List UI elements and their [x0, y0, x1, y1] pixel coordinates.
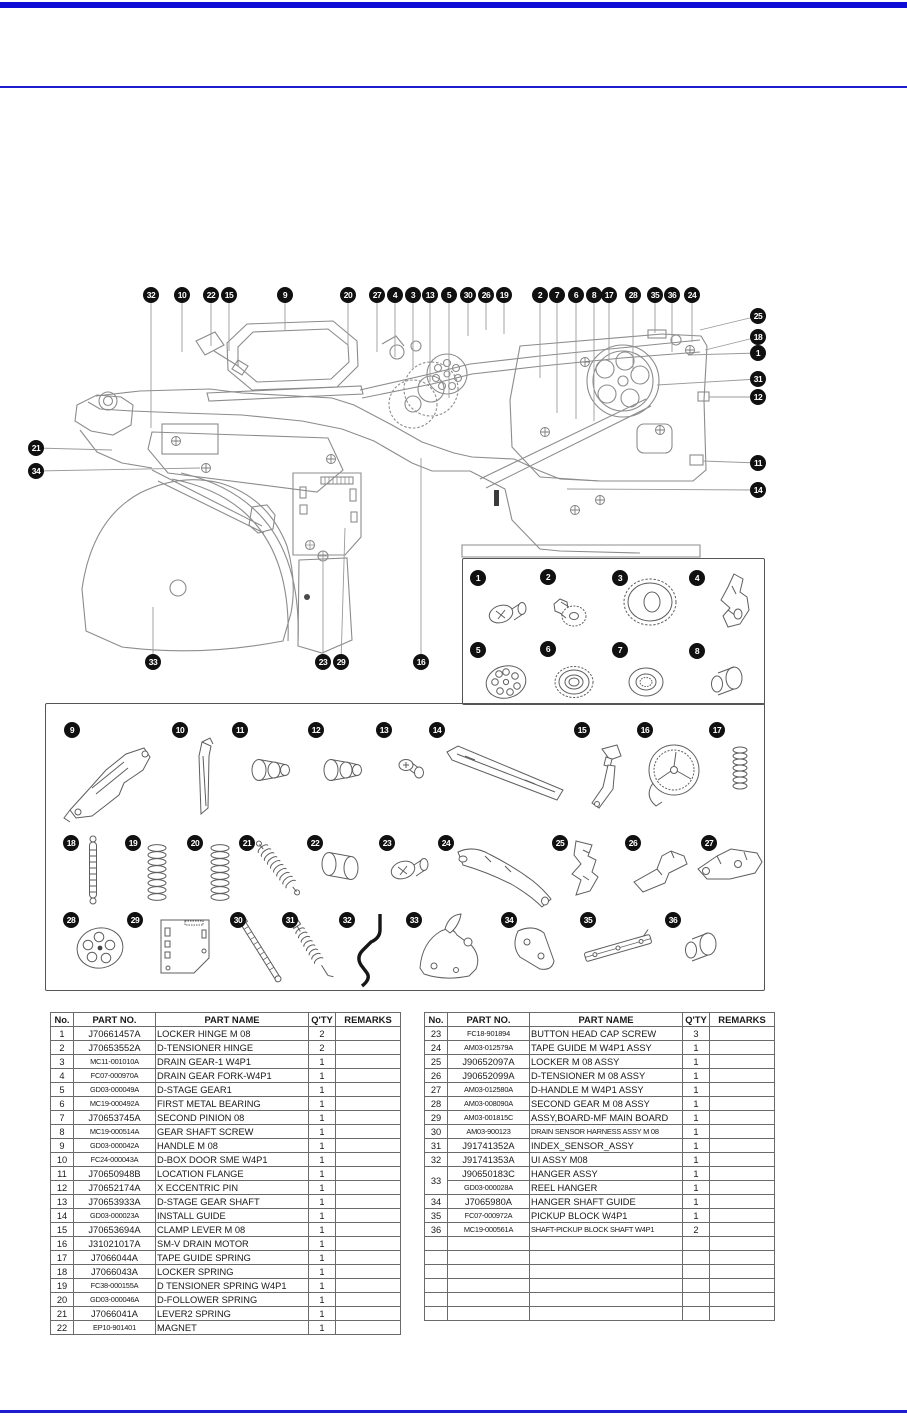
- cell-no: 26: [425, 1069, 448, 1083]
- part-balloon-5: 5: [470, 642, 486, 658]
- cell-qty: 1: [683, 1069, 710, 1083]
- cell-part-name: SECOND PINION 08: [156, 1111, 309, 1125]
- callout-balloon-23: 23: [315, 654, 331, 670]
- cell-part-no: J70652174A: [74, 1181, 156, 1195]
- cell-no: 9: [51, 1139, 74, 1153]
- cell-part-name: D-TENSIONER M 08 ASSY: [530, 1069, 683, 1083]
- cell-qty: 1: [309, 1195, 336, 1209]
- part-balloon-16: 16: [637, 722, 653, 738]
- cell-qty: 1: [309, 1055, 336, 1069]
- cell-part-name: D-FOLLOWER SPRING: [156, 1293, 309, 1307]
- cell-qty: 1: [683, 1097, 710, 1111]
- part-balloon-8: 8: [689, 643, 705, 659]
- cell-part-no: GD03-000049A: [74, 1083, 156, 1097]
- cell-qty: 1: [683, 1195, 710, 1209]
- cell-no: 16: [51, 1237, 74, 1251]
- cell-no: 22: [51, 1321, 74, 1335]
- callout-balloon-3: 3: [405, 287, 421, 303]
- cell-part-name: HANGER SHAFT GUIDE: [530, 1195, 683, 1209]
- cell-qty: 1: [309, 1097, 336, 1111]
- part-balloon-14: 14: [429, 722, 445, 738]
- cell-part-name: LOCKER HINGE M 08: [156, 1027, 309, 1041]
- cell-part-no: AM03-900123: [448, 1125, 530, 1139]
- callout-balloon-36: 36: [664, 287, 680, 303]
- cell-part-no: J70653933A: [74, 1195, 156, 1209]
- callout-balloon-31: 31: [750, 371, 766, 387]
- callout-balloon-25: 25: [750, 308, 766, 324]
- cell-qty: 1: [309, 1181, 336, 1195]
- cell-part-no: FC07-000972A: [448, 1209, 530, 1223]
- cell-part-name: INDEX_SENSOR_ASSY: [530, 1139, 683, 1153]
- part-balloon-25: 25: [552, 835, 568, 851]
- cell-no: 3: [51, 1055, 74, 1069]
- part-balloon-30: 30: [230, 912, 246, 928]
- part-balloon-3: 3: [612, 570, 628, 586]
- cell-no: 17: [51, 1251, 74, 1265]
- cell-part-name: D-STAGE GEAR1: [156, 1083, 309, 1097]
- cell-part-name: D-STAGE GEAR SHAFT: [156, 1195, 309, 1209]
- callout-balloon-8: 8: [586, 287, 602, 303]
- callout-balloon-26: 26: [478, 287, 494, 303]
- cell-part-no: GD03-000046A: [74, 1293, 156, 1307]
- cell-part-name: D-BOX DOOR SME W4P1: [156, 1153, 309, 1167]
- cell-part-name: LOCATION FLANGE: [156, 1167, 309, 1181]
- cell-part-name: GEAR SHAFT SCREW: [156, 1125, 309, 1139]
- cell-part-name: SECOND GEAR M 08 ASSY: [530, 1097, 683, 1111]
- cell-no: 20: [51, 1293, 74, 1307]
- part-balloon-28: 28: [63, 912, 79, 928]
- col-header-partno: PART NO.: [74, 1013, 156, 1027]
- cell-qty: 1: [309, 1251, 336, 1265]
- cell-part-no: J70653745A: [74, 1111, 156, 1125]
- cell-no: 27: [425, 1083, 448, 1097]
- cell-part-no: J90650183C: [448, 1167, 530, 1181]
- cell-no: 19: [51, 1279, 74, 1293]
- callout-balloon-30: 30: [460, 287, 476, 303]
- cell-part-name: HANDLE M 08: [156, 1139, 309, 1153]
- cell-part-no: EP10-901401: [74, 1321, 156, 1335]
- cell-no: 31: [425, 1139, 448, 1153]
- part-balloon-32: 32: [339, 912, 355, 928]
- callout-balloon-29: 29: [333, 654, 349, 670]
- callout-balloon-7: 7: [549, 287, 565, 303]
- cell-part-no: J70650948B: [74, 1167, 156, 1181]
- col-header-no: No.: [425, 1013, 448, 1027]
- part-balloon-2: 2: [540, 569, 556, 585]
- part-balloon-24: 24: [438, 835, 454, 851]
- cell-part-no: J7066044A: [74, 1251, 156, 1265]
- cell-part-name: FIRST METAL BEARING: [156, 1097, 309, 1111]
- cell-qty: 1: [683, 1125, 710, 1139]
- cell-part-no: FC24-000043A: [74, 1153, 156, 1167]
- cell-part-name: CLAMP LEVER M 08: [156, 1223, 309, 1237]
- callout-balloon-35: 35: [647, 287, 663, 303]
- parts-box-1-8: [462, 558, 765, 705]
- cell-qty: 2: [309, 1041, 336, 1055]
- cell-part-name: TAPE GUIDE M W4P1 ASSY: [530, 1041, 683, 1055]
- cell-part-no: J90652097A: [448, 1055, 530, 1069]
- cell-no: 34: [425, 1195, 448, 1209]
- leader-line-14: [567, 489, 758, 490]
- leader-line-29: [341, 528, 345, 662]
- cell-qty: 1: [309, 1265, 336, 1279]
- callout-balloon-15: 15: [221, 287, 237, 303]
- callout-balloon-33: 33: [145, 654, 161, 670]
- cell-part-no: J31021017A: [74, 1237, 156, 1251]
- cell-part-name: X ECCENTRIC PIN: [156, 1181, 309, 1195]
- cell-qty: 1: [309, 1237, 336, 1251]
- part-balloon-19: 19: [125, 835, 141, 851]
- cell-qty: 1: [683, 1139, 710, 1153]
- cell-part-name: D-TENSIONER HINGE: [156, 1041, 309, 1055]
- part-balloon-13: 13: [376, 722, 392, 738]
- callout-balloon-5: 5: [441, 287, 457, 303]
- cell-part-name: TAPE GUIDE SPRING: [156, 1251, 309, 1265]
- cell-no: 8: [51, 1125, 74, 1139]
- cell-no: 33: [425, 1167, 448, 1195]
- cell-part-name: BUTTON HEAD CAP SCREW: [530, 1027, 683, 1041]
- part-balloon-6: 6: [540, 641, 556, 657]
- cell-no: 13: [51, 1195, 74, 1209]
- callout-balloon-12: 12: [750, 389, 766, 405]
- cell-part-no: MC19-000561A: [448, 1223, 530, 1237]
- cell-no: 29: [425, 1111, 448, 1125]
- cell-part-no: FC38-000155A: [74, 1279, 156, 1293]
- cell-part-no: J70661457A: [74, 1027, 156, 1041]
- cell-part-no: GD03-000042A: [74, 1139, 156, 1153]
- callout-balloon-18: 18: [750, 329, 766, 345]
- cell-part-name: LOCKER SPRING: [156, 1265, 309, 1279]
- cell-no: 11: [51, 1167, 74, 1181]
- cell-qty: 1: [309, 1139, 336, 1153]
- cell-qty: 1: [309, 1279, 336, 1293]
- cell-part-name: D TENSIONER SPRING W4P1: [156, 1279, 309, 1293]
- col-header-remarks: REMARKS: [336, 1013, 401, 1027]
- cell-no: 32: [425, 1153, 448, 1167]
- leader-line-21: [36, 448, 112, 450]
- cell-part-name: MAGNET: [156, 1321, 309, 1335]
- col-header-partname: PART NAME: [156, 1013, 309, 1027]
- callout-balloon-27: 27: [369, 287, 385, 303]
- col-header-partno: PART NO.: [448, 1013, 530, 1027]
- cell-part-name: DRAIN SENSOR HARNESS ASSY M 08: [530, 1125, 683, 1139]
- cell-part-name: SHAFT-PICKUP BLOCK SHAFT W4P1: [530, 1223, 683, 1237]
- callout-balloon-4: 4: [387, 287, 403, 303]
- cell-no: 15: [51, 1223, 74, 1237]
- cell-qty: 1: [309, 1153, 336, 1167]
- part-balloon-26: 26: [625, 835, 641, 851]
- part-balloon-36: 36: [665, 912, 681, 928]
- part-balloon-33: 33: [406, 912, 422, 928]
- cell-part-name: HANGER ASSY: [530, 1167, 683, 1181]
- leader-line-11: [703, 461, 758, 463]
- part-balloon-12: 12: [308, 722, 324, 738]
- callout-balloon-19: 19: [496, 287, 512, 303]
- cell-qty: 1: [683, 1041, 710, 1055]
- callout-balloon-17: 17: [601, 287, 617, 303]
- callout-balloon-34: 34: [28, 463, 44, 479]
- cell-qty: 1: [309, 1083, 336, 1097]
- cell-part-no: J7066041A: [74, 1307, 156, 1321]
- part-balloon-15: 15: [574, 722, 590, 738]
- cell-part-no: J90652099A: [448, 1069, 530, 1083]
- cell-no: 5: [51, 1083, 74, 1097]
- part-balloon-22: 22: [307, 835, 323, 851]
- cell-qty: 1: [683, 1209, 710, 1223]
- callout-balloon-9: 9: [277, 287, 293, 303]
- cell-qty: 1: [309, 1069, 336, 1083]
- callout-balloon-10: 10: [174, 287, 190, 303]
- cell-no: 7: [51, 1111, 74, 1125]
- part-balloon-21: 21: [239, 835, 255, 851]
- part-balloon-34: 34: [501, 912, 517, 928]
- col-header-qty: Q'TY: [309, 1013, 336, 1027]
- cell-part-name: D-HANDLE M W4P1 ASSY: [530, 1083, 683, 1097]
- leader-line-31: [657, 379, 758, 385]
- part-balloon-10: 10: [172, 722, 188, 738]
- callout-balloon-2: 2: [532, 287, 548, 303]
- cell-part-no: MC19-000492A: [74, 1097, 156, 1111]
- callout-balloon-21: 21: [28, 440, 44, 456]
- cell-qty: 1: [309, 1321, 336, 1335]
- cell-no: 25: [425, 1055, 448, 1069]
- cell-part-no: MC11-001010A: [74, 1055, 156, 1069]
- cell-qty: 1: [309, 1223, 336, 1237]
- leader-line-1: [688, 353, 758, 355]
- cell-qty: 1: [309, 1125, 336, 1139]
- leader-line-18: [705, 337, 758, 350]
- cell-part-no: FC18-901894: [448, 1027, 530, 1041]
- cell-no: 4: [51, 1069, 74, 1083]
- part-balloon-20: 20: [187, 835, 203, 851]
- col-header-qty: Q'TY: [683, 1013, 710, 1027]
- leader-line-25: [700, 316, 758, 330]
- cell-qty: 1: [309, 1167, 336, 1181]
- cell-part-no: GD03-000028A: [448, 1181, 530, 1195]
- cell-qty: 1: [683, 1083, 710, 1097]
- cell-part-name: DRAIN GEAR-1 W4P1: [156, 1055, 309, 1069]
- cell-qty: 2: [683, 1223, 710, 1237]
- cell-part-no: J7065980A: [448, 1195, 530, 1209]
- callout-balloon-16: 16: [413, 654, 429, 670]
- cell-part-name: DRAIN GEAR FORK-W4P1: [156, 1069, 309, 1083]
- cell-qty: 1: [683, 1181, 710, 1195]
- cell-part-no: AM03-012580A: [448, 1083, 530, 1097]
- cell-qty: 1: [683, 1167, 710, 1181]
- cell-part-no: FC07-000970A: [74, 1069, 156, 1083]
- part-balloon-9: 9: [64, 722, 80, 738]
- cell-qty: 1: [309, 1209, 336, 1223]
- cell-qty: 1: [683, 1153, 710, 1167]
- cell-qty: 1: [309, 1307, 336, 1321]
- cell-part-no: J70653552A: [74, 1041, 156, 1055]
- cell-part-name: PICKUP BLOCK W4P1: [530, 1209, 683, 1223]
- leader-line-34: [36, 468, 200, 471]
- cell-no: 1: [51, 1027, 74, 1041]
- part-balloon-27: 27: [701, 835, 717, 851]
- part-balloon-7: 7: [612, 642, 628, 658]
- col-header-no: No.: [51, 1013, 74, 1027]
- callout-balloon-14: 14: [750, 482, 766, 498]
- cell-part-no: AM03-012579A: [448, 1041, 530, 1055]
- cell-part-name: UI ASSY M08: [530, 1153, 683, 1167]
- cell-no: 36: [425, 1223, 448, 1237]
- cell-part-name: ASSY,BOARD-MF MAIN BOARD: [530, 1111, 683, 1125]
- cell-no: 21: [51, 1307, 74, 1321]
- cell-part-no: MC19-000514A: [74, 1125, 156, 1139]
- col-header-remarks: REMARKS: [710, 1013, 775, 1027]
- cell-no: 23: [425, 1027, 448, 1041]
- cell-part-no: J70653694A: [74, 1223, 156, 1237]
- cell-qty: 1: [309, 1293, 336, 1307]
- cell-no: 2: [51, 1041, 74, 1055]
- callout-balloon-32: 32: [143, 287, 159, 303]
- cell-part-name: INSTALL GUIDE: [156, 1209, 309, 1223]
- cell-no: 6: [51, 1097, 74, 1111]
- cell-part-no: J7066043A: [74, 1265, 156, 1279]
- cell-no: 28: [425, 1097, 448, 1111]
- part-balloon-23: 23: [379, 835, 395, 851]
- callout-balloon-28: 28: [625, 287, 641, 303]
- callout-balloon-11: 11: [750, 455, 766, 471]
- cell-no: 30: [425, 1125, 448, 1139]
- cell-part-name: LOCKER M 08 ASSY: [530, 1055, 683, 1069]
- part-balloon-31: 31: [282, 912, 298, 928]
- cell-part-name: REEL HANGER: [530, 1181, 683, 1195]
- part-balloon-11: 11: [232, 722, 248, 738]
- cell-part-name: SM-V DRAIN MOTOR: [156, 1237, 309, 1251]
- cell-no: 10: [51, 1153, 74, 1167]
- part-balloon-35: 35: [580, 912, 596, 928]
- part-balloon-17: 17: [709, 722, 725, 738]
- cell-qty: 1: [683, 1111, 710, 1125]
- callout-balloon-20: 20: [340, 287, 356, 303]
- part-balloon-4: 4: [689, 570, 705, 586]
- callout-balloon-13: 13: [422, 287, 438, 303]
- cell-part-no: J91741353A: [448, 1153, 530, 1167]
- cell-qty: 2: [309, 1027, 336, 1041]
- cell-part-name: LEVER2 SPRING: [156, 1307, 309, 1321]
- cell-qty: 1: [683, 1055, 710, 1069]
- callout-balloon-22: 22: [203, 287, 219, 303]
- cell-no: 14: [51, 1209, 74, 1223]
- parts-box-9-36: [45, 703, 765, 991]
- cell-part-no: GD03-000023A: [74, 1209, 156, 1223]
- callout-balloon-1: 1: [750, 345, 766, 361]
- part-balloon-29: 29: [127, 912, 143, 928]
- cell-no: 12: [51, 1181, 74, 1195]
- cell-no: 18: [51, 1265, 74, 1279]
- callout-balloon-6: 6: [568, 287, 584, 303]
- cell-no: 24: [425, 1041, 448, 1055]
- part-balloon-1: 1: [470, 570, 486, 586]
- col-header-partname: PART NAME: [530, 1013, 683, 1027]
- cell-part-no: J91741352A: [448, 1139, 530, 1153]
- callout-balloon-24: 24: [684, 287, 700, 303]
- cell-part-no: AM03-001815C: [448, 1111, 530, 1125]
- part-balloon-18: 18: [63, 835, 79, 851]
- cell-qty: 3: [683, 1027, 710, 1041]
- cell-qty: 1: [309, 1111, 336, 1125]
- cell-part-no: AM03-008090A: [448, 1097, 530, 1111]
- cell-no: 35: [425, 1209, 448, 1223]
